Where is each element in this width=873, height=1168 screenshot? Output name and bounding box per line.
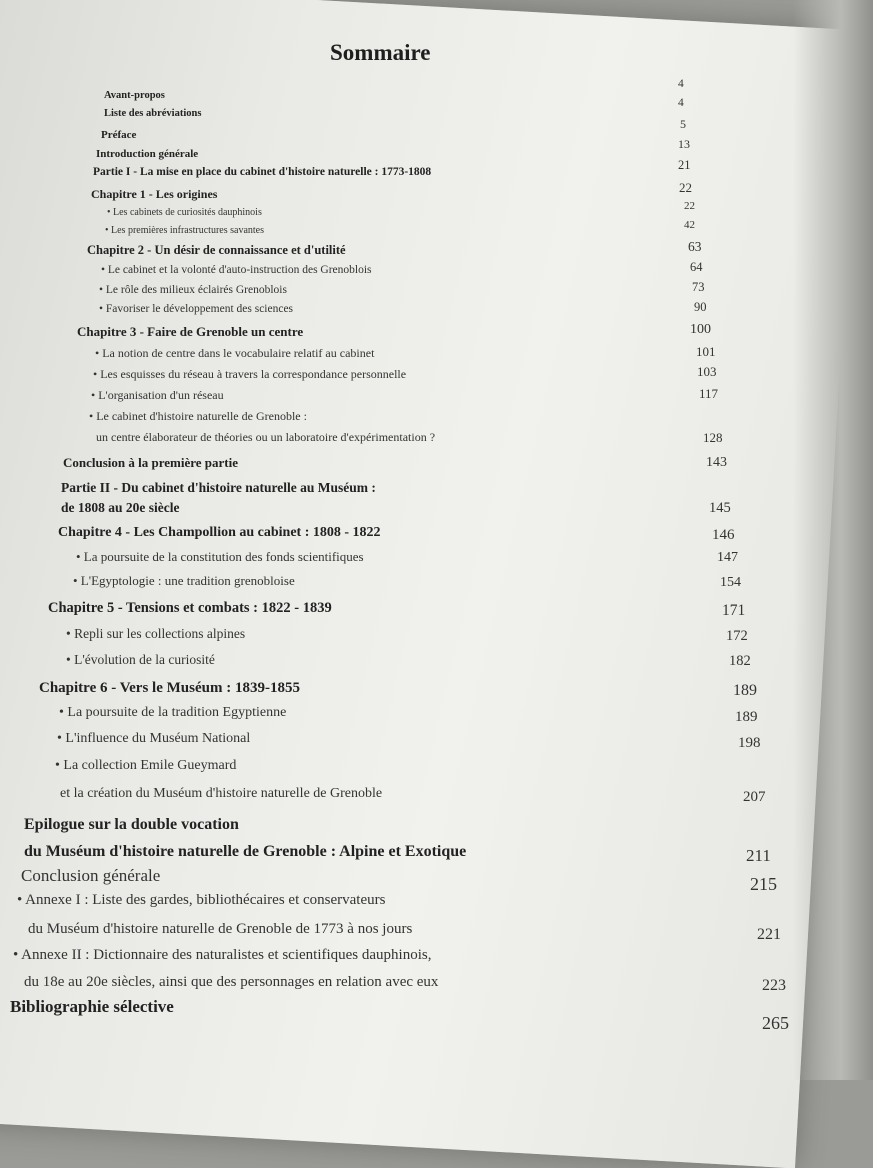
- toc-entry-label: du Muséum d'histoire naturelle de Grenoble de 1773 à nos jours: [28, 921, 413, 937]
- toc-entry-label: • Repli sur les collections alpines: [66, 626, 246, 641]
- toc-entry-page-number: 189: [735, 709, 758, 725]
- toc-entry-label: Chapitre 3 - Faire de Grenoble un centre: [77, 324, 304, 339]
- toc-entry-label: • L'influence du Muséum National: [57, 731, 251, 746]
- toc-entry-label: • Les cabinets de curiosités dauphinois: [107, 207, 262, 218]
- toc-entry-label: • Le cabinet et la volonté d'auto-instruction des Grenoblois: [101, 264, 372, 276]
- toc-entry-label: Chapitre 4 - Les Champollion au cabinet : 1808 - 1822: [58, 525, 381, 540]
- toc-entry-label: un centre élaborateur de théories ou un laboratoire d'expérimentation ?: [96, 430, 436, 444]
- toc-entry-page-number: 4: [678, 97, 684, 109]
- toc-entry-page-number: 146: [712, 527, 735, 543]
- toc-entry-page-number: 223: [762, 977, 786, 994]
- toc-entry-label: de 1808 au 20e siècle: [61, 500, 180, 515]
- toc-entry-page-number: 42: [684, 219, 695, 231]
- toc-entry-label: Chapitre 1 - Les origines: [91, 187, 218, 201]
- toc-entry-label: Epilogue sur la double vocation: [24, 816, 239, 833]
- toc-entry-page-number: 189: [733, 682, 757, 699]
- toc-entry-page-number: 172: [726, 628, 748, 644]
- toc-entry-label: Partie I - La mise en place du cabinet d'histoire naturelle : 1773-1808: [93, 166, 432, 178]
- toc-entry-page-number: 64: [690, 260, 703, 274]
- toc-entry-label: Chapitre 6 - Vers le Muséum : 1839-1855: [39, 680, 300, 696]
- toc-entry-label: Chapitre 5 - Tensions et combats : 1822 - 1839: [48, 600, 332, 616]
- toc-entry-label: Chapitre 2 - Un désir de connaissance et d'utilité: [87, 243, 346, 257]
- toc-entry-page-number: 154: [720, 575, 741, 590]
- toc-entry-label: Liste des abréviations: [104, 108, 202, 119]
- toc-entry-label: • Le rôle des milieux éclairés Grenoblois: [99, 284, 287, 296]
- toc-entry-page-number: 117: [699, 386, 719, 401]
- toc-entry-page-number: 22: [679, 180, 692, 195]
- toc-entry-label: Introduction générale: [96, 148, 199, 160]
- toc-entry-label: Partie II - Du cabinet d'histoire naturelle au Muséum :: [61, 480, 376, 495]
- toc-entry-label: • Annexe II : Dictionnaire des naturalistes et scientifiques dauphinois,: [13, 947, 432, 963]
- toc-entry-label: du 18e au 20e siècles, ainsi que des personnages en relation avec eux: [24, 974, 439, 990]
- toc-entry-page-number: 103: [697, 364, 717, 379]
- toc-entry-label: • Annexe I : Liste des gardes, bibliothécaires et conservateurs: [17, 892, 386, 908]
- toc-entry-page-number: 4: [678, 78, 684, 90]
- toc-entry-page-number: 21: [678, 158, 691, 172]
- page-title: Sommaire: [330, 40, 431, 65]
- toc-entry-label: Bibliographie sélective: [10, 997, 174, 1016]
- toc-entry-label: • L'évolution de la curiosité: [66, 652, 215, 667]
- toc-entry-label: • Les premières infrastructures savantes: [105, 225, 264, 236]
- toc-entry-label: • La poursuite de la tradition Egyptienne: [59, 705, 287, 720]
- toc-entry-label: du Muséum d'histoire naturelle de Grenoble : Alpine et Exotique: [24, 843, 467, 860]
- toc-entry-page-number: 100: [690, 322, 711, 337]
- toc-entry-label: • Favoriser le développement des sciences: [99, 303, 294, 315]
- toc-entry-label: et la création du Muséum d'histoire naturelle de Grenoble: [60, 786, 383, 801]
- toc-entry-page-number: 211: [746, 846, 771, 865]
- toc-entry-page-number: 90: [694, 300, 707, 314]
- toc-entry-page-number: 265: [762, 1013, 789, 1033]
- toc-entry-label: • L'organisation d'un réseau: [91, 388, 224, 402]
- toc-entry-label: • La collection Emile Gueymard: [55, 758, 237, 773]
- toc-entry-page-number: 215: [750, 874, 777, 894]
- toc-entry-label: • L'Egyptologie : une tradition grenobloise: [73, 573, 295, 588]
- toc-entry-page-number: 145: [709, 500, 731, 516]
- toc-entry-page-number: 101: [696, 344, 716, 359]
- toc-entry-page-number: 221: [757, 926, 781, 943]
- toc-entry-label: • La poursuite de la constitution des fonds scientifiques: [76, 549, 364, 564]
- toc-entry-page-number: 5: [680, 117, 686, 131]
- toc-entry-label: Conclusion à la première partie: [63, 455, 239, 470]
- toc-entry-page-number: 63: [688, 239, 702, 254]
- toc-entry-page-number: 128: [703, 430, 723, 445]
- toc-entry-page-number: 73: [692, 280, 705, 294]
- toc-entry-label: • Les esquisses du réseau à travers la correspondance personnelle: [93, 367, 407, 381]
- toc-entry-page-number: 171: [722, 602, 746, 619]
- toc-entry-page-number: 143: [706, 455, 727, 470]
- toc-entry-label: • Le cabinet d'histoire naturelle de Grenoble :: [89, 409, 307, 423]
- toc-entry-label: Avant-propos: [104, 90, 165, 101]
- toc-entry-page-number: 147: [717, 550, 738, 565]
- toc-entry-label: Conclusion générale: [21, 866, 161, 885]
- toc-entry-page-number: 13: [678, 137, 690, 151]
- toc-entry-page-number: 207: [743, 789, 766, 805]
- toc-entry-page-number: 182: [729, 653, 751, 669]
- toc-entry-label: Préface: [101, 129, 137, 141]
- toc-entry-label: • La notion de centre dans le vocabulaire relatif au cabinet: [95, 346, 375, 360]
- toc-entry-page-number: 22: [684, 200, 695, 212]
- toc-entry-page-number: 198: [738, 735, 761, 751]
